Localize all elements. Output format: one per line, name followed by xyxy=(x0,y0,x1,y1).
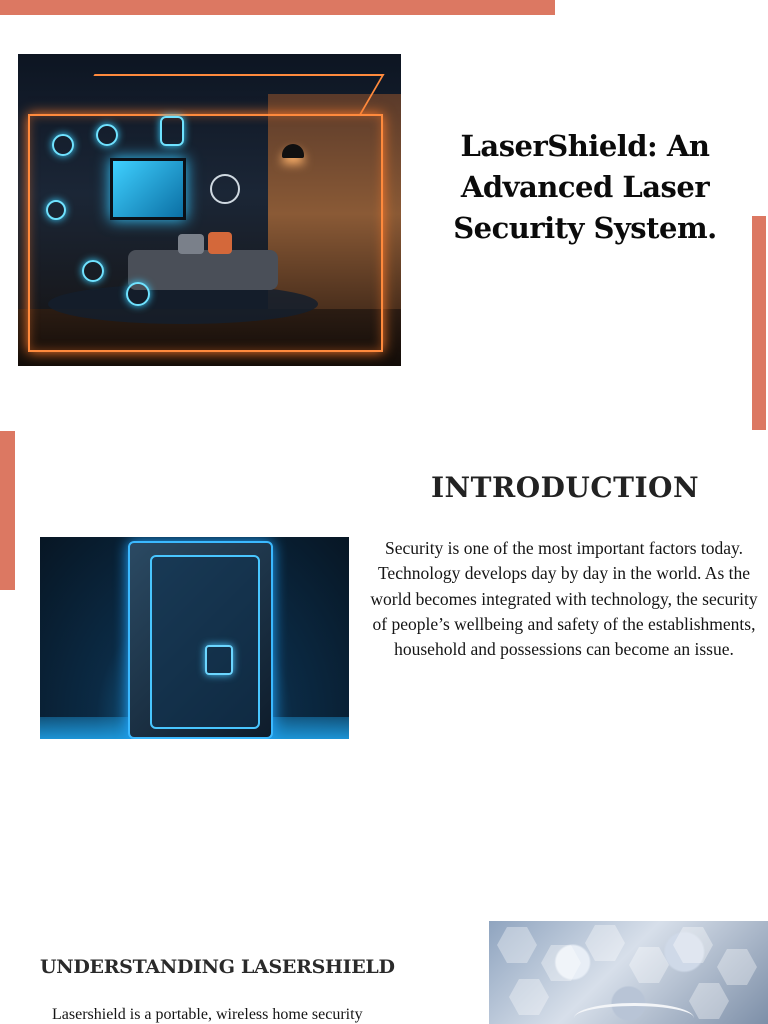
understanding-paragraph: Lasershield is a portable, wireless home security xyxy=(52,1006,363,1023)
introduction-heading: INTRODUCTION xyxy=(430,471,700,504)
introduction-paragraph: Security is one of the most important factors today. Technology develops day by day in the world. As the world becomes integrated with technology, the security of people’s wellbeing and safety of the establishments, household and possessions can become an issue. xyxy=(370,538,758,660)
digital-vault-image xyxy=(40,537,349,739)
smart-home-image xyxy=(18,54,401,366)
accent-bar-left xyxy=(0,431,15,590)
accent-bar-right xyxy=(752,216,766,430)
understanding-heading: UNDERSTANDING LASERSHIELD xyxy=(40,956,395,978)
page-title: LaserShield: An Advanced Laser Security System. xyxy=(453,129,717,245)
accent-bar-top xyxy=(0,0,555,15)
hexagon-shield-image xyxy=(489,921,768,1024)
